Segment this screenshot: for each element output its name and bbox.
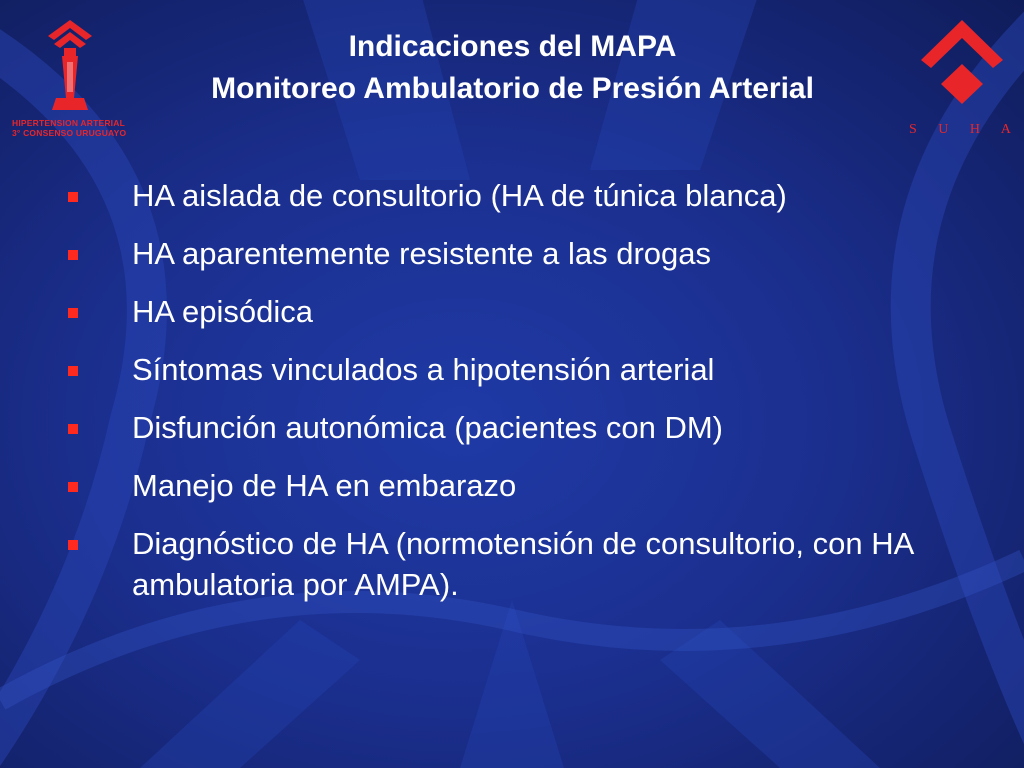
- square-bullet-icon: [68, 540, 78, 550]
- left-logo-line1: HIPERTENSION ARTERIAL: [12, 118, 125, 128]
- bullet-text: Disfunción autonómica (pacientes con DM): [132, 410, 723, 445]
- suha-diamond-logo-icon: [919, 18, 1005, 108]
- bullet-text: Diagnóstico de HA (normotensión de consultorio, con HA ambulatoria por AMPA).: [132, 526, 913, 602]
- left-logo-caption: [12, 118, 126, 138]
- bullet-item: [60, 407, 1000, 448]
- bullet-text: Manejo de HA en embarazo: [132, 468, 517, 503]
- bullet-text: Síntomas vinculados a hipotensión arterial: [132, 352, 715, 387]
- bullet-item: [60, 523, 1000, 605]
- title-line-1: Indicaciones del MAPA: [348, 30, 677, 63]
- consensus-trophy-logo-icon: [42, 18, 98, 116]
- bullet-text: HA aparentemente resistente a las drogas: [132, 236, 712, 271]
- square-bullet-icon: [68, 424, 78, 434]
- square-bullet-icon: [68, 308, 78, 318]
- bullet-item: [60, 175, 1000, 216]
- title-line-2: Monitoreo Ambulatorio de Presión Arterial: [211, 72, 814, 105]
- slide-title: [100, 26, 925, 110]
- bullet-list: [60, 175, 1000, 622]
- square-bullet-icon: [68, 192, 78, 202]
- bullet-item: [60, 465, 1000, 506]
- suha-logo-text: S U H A: [909, 122, 1020, 137]
- bullet-item: [60, 349, 1000, 390]
- bullet-text: HA episódica: [132, 294, 313, 329]
- square-bullet-icon: [68, 482, 78, 492]
- square-bullet-icon: [68, 366, 78, 376]
- bullet-item: [60, 233, 1000, 274]
- left-logo-line2: 3° CONSENSO URUGUAYO: [12, 128, 127, 138]
- bullet-item: [60, 291, 1000, 332]
- square-bullet-icon: [68, 250, 78, 260]
- bullet-text: HA aislada de consultorio (HA de túnica blanca): [132, 178, 787, 213]
